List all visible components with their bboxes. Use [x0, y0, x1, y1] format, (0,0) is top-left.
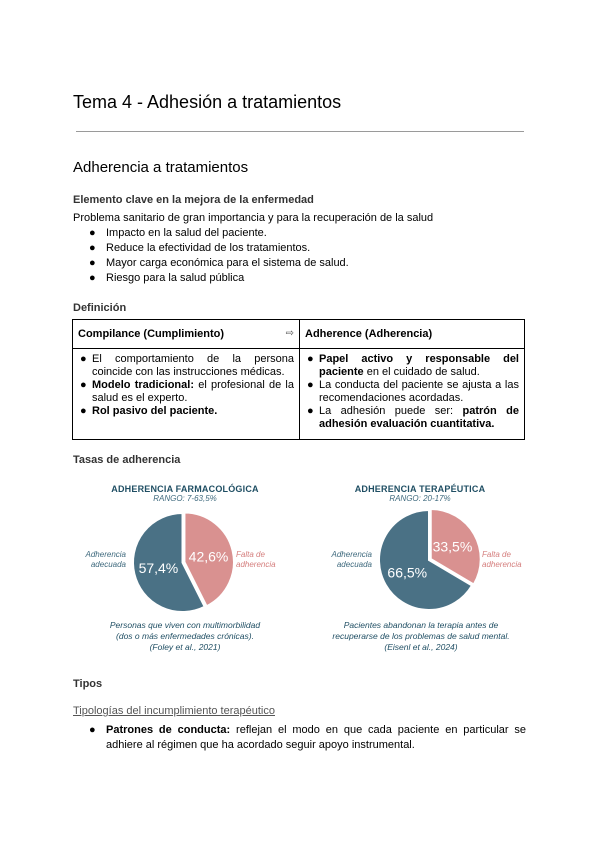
list-item: ● La adhesión puede ser: patrón de adhesión evaluación cuantitativa. — [307, 405, 519, 430]
chart-caption: Pacientes abandonan la terapia antes de recuperarse de los problemas de salud mental. (Eisenl et al., 2024) — [332, 620, 510, 652]
pie-label-lack: 33,5% — [432, 538, 473, 555]
list-item: ● Rol pasivo del paciente. — [80, 405, 218, 417]
list-item: ● Modelo tradicional: el profesional de la salud es el experto. — [80, 379, 294, 404]
list-item: ● El comportamiento de la persona coincide con las instrucciones médicas. — [80, 353, 294, 378]
legend-right: Falta de adherencia — [482, 550, 522, 569]
list-item: ● Riesgo para la salud pública — [89, 272, 245, 284]
section-title: Adherencia a tratamientos — [73, 159, 249, 176]
title-divider — [76, 131, 524, 132]
pie-label-lack: 42,6% — [188, 548, 229, 565]
list-item: ● Patrones de conducta: reflejan el modo en que cada paciente en particular se adhiere al régimen que ha acordado seguir apoyo instrumental. — [89, 724, 527, 751]
key-element-list — [89, 226, 349, 286]
types-heading: Tipos — [73, 678, 103, 690]
list-item: ● Impacto en la salud del paciente. — [89, 227, 267, 239]
bullet-icon: ● — [89, 242, 96, 254]
bullet-icon: ● — [80, 379, 87, 391]
list-item: ● Mayor carga económica para el sistema de salud. — [89, 257, 349, 269]
chart-subtitle: RANGO: 7-63,5% — [153, 494, 217, 503]
page-title: Tema 4 - Adhesión a tratamientos — [73, 92, 342, 112]
chart-caption: Personas que viven con multimorbilidad (dos o más enfermedades crónicas). (Foley et al., 2021) — [109, 620, 261, 652]
arrow-right-icon: ⇨ — [285, 328, 294, 339]
key-element-intro: Problema sanitario de gran importancia y para la recuperación de la salud — [73, 212, 434, 224]
legend-left: Adherencia adecuada — [331, 550, 372, 569]
bullet-icon: ● — [89, 724, 96, 736]
list-item: ● Reduce la efectividad de los tratamientos. — [89, 242, 311, 254]
pie-label-adequate: 66,5% — [387, 564, 428, 581]
bullet-icon: ● — [307, 405, 314, 417]
bullet-icon: ● — [80, 405, 87, 417]
legend-right: Falta de adherencia — [236, 550, 276, 569]
typologies-link[interactable]: Tipologías del incumplimiento terapéutico — [73, 705, 275, 717]
bullet-icon: ● — [80, 353, 87, 365]
adherence-header: Adherence (Adherencia) — [300, 320, 525, 349]
chart-title: ADHERENCIA FARMACOLÓGICA — [111, 484, 259, 494]
adherence-cell — [300, 349, 525, 440]
definition-table — [72, 319, 525, 440]
compliance-cell — [73, 349, 300, 440]
chart-title: ADHERENCIA TERAPÉUTICA — [354, 484, 486, 494]
chart-therapeutic — [320, 484, 520, 503]
definition-heading: Definición — [73, 302, 127, 314]
key-element-heading: Elemento clave en la mejora de la enfermedad — [73, 194, 314, 206]
pie-chart-therapeutic — [376, 507, 482, 613]
chart-subtitle: RANGO: 20-17% — [389, 494, 451, 503]
types-list — [89, 723, 527, 753]
bullet-icon: ● — [89, 227, 96, 239]
pie-chart-pharmacological — [130, 510, 235, 615]
pie-label-adequate: 57,4% — [138, 560, 179, 577]
compliance-header: Compilance (Cumplimiento) ⇨ — [73, 320, 300, 349]
bullet-icon: ● — [89, 257, 96, 269]
bullet-icon: ● — [307, 379, 314, 391]
list-item: ● La conducta del paciente se ajusta a las recomendaciones acordadas. — [307, 379, 519, 404]
rates-heading: Tasas de adherencia — [73, 454, 181, 466]
bullet-icon: ● — [89, 272, 96, 284]
legend-left: Adherencia adecuada — [85, 550, 126, 569]
chart-pharmacological — [80, 484, 290, 503]
list-item: ● Papel activo y responsable del paciente en el cuidado de salud. — [307, 353, 519, 378]
bullet-icon: ● — [307, 353, 314, 365]
